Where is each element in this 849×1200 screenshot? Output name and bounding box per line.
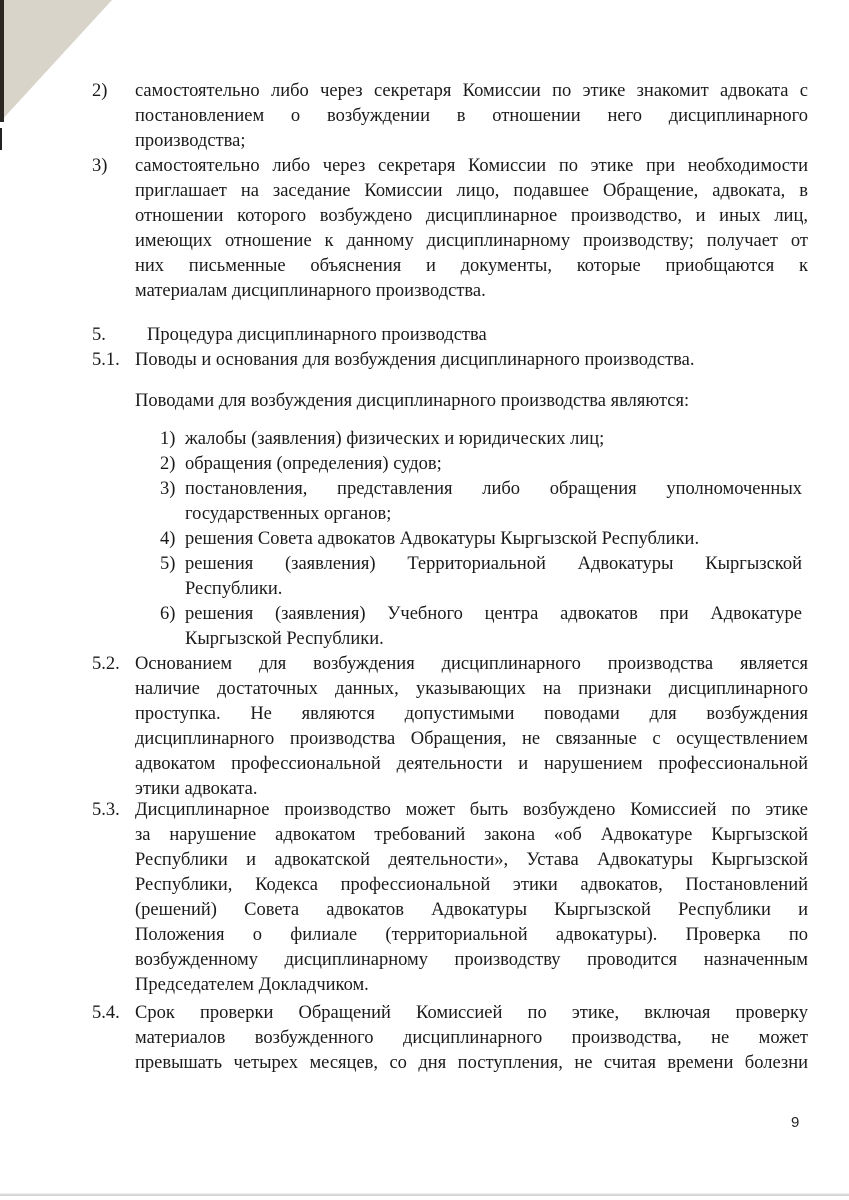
clause-5-3 (135, 798, 808, 998)
scan-bottom-edge (0, 1193, 849, 1196)
item-number: 2) (92, 81, 108, 101)
text-line: материалов возбужденного дисциплинарного производства, не может (135, 1028, 808, 1048)
text-line: жалобы (заявления) физических и юридических лиц; (185, 429, 605, 449)
text-line: постановлением о возбуждении в отношении него дисциплинарного (135, 106, 808, 126)
clause-title: Поводы и основания для возбуждения дисциплинарного производства. (135, 350, 695, 370)
item-number: 2) (160, 454, 176, 474)
text-line: имеющих отношение к данному дисциплинарному производству; получает от (135, 231, 808, 251)
text-line: государственных органов; (185, 504, 392, 524)
clause-number: 5.4. (92, 1003, 120, 1023)
text-line: Срок проверки Обращений Комиссией по этике, включая проверку (135, 1003, 808, 1023)
item-number: 6) (160, 604, 176, 624)
text-line: (решений) Совета адвокатов Адвокатуры Кыргызской Республики и (135, 900, 808, 920)
section-number: 5. (92, 325, 106, 345)
text-line: материалам дисциплинарного производства. (135, 281, 486, 301)
list-item (185, 527, 808, 552)
list-item-2 (135, 79, 808, 154)
list-item (185, 452, 808, 477)
text-line: самостоятельно либо через секретаря Комиссии по этике при необходимости (135, 156, 808, 176)
text-line: Основанием для возбуждения дисциплинарного производства является (135, 654, 808, 674)
text-line: Дисциплинарное производство может быть возбуждено Комиссией по этике (135, 800, 808, 820)
clause-5-4 (135, 1001, 808, 1076)
text-line: производства; (135, 131, 246, 151)
text-line: превышать четырех месяцев, со дня поступления, не считая времени болезни (135, 1053, 808, 1073)
text-line: за нарушение адвокатом требований закона «об Адвокатуре Кыргызской (135, 825, 808, 845)
text-line: Республики. (185, 579, 283, 599)
text-line: них письменные объяснения и документы, которые приобщаются к (135, 256, 808, 276)
text-line: обращения (определения) судов; (185, 454, 442, 474)
text-line: дисциплинарного производства Обращения, не связанные с осуществлением (135, 729, 808, 749)
clause-5-2 (135, 652, 808, 802)
text-line: Кыргызской Республики. (185, 629, 384, 649)
section-title: Процедура дисциплинарного производства (147, 325, 487, 345)
item-number: 1) (160, 429, 176, 449)
item-number: 3) (92, 156, 108, 176)
item-number: 5) (160, 554, 176, 574)
text-line: Председателем Докладчиком. (135, 975, 369, 995)
text-line: решения Совета адвокатов Адвокатуры Кыргызской Республики. (185, 529, 700, 549)
text-line: Республики, Кодекса профессиональной этики адвокатов, Постановлений (135, 875, 808, 895)
list-item (185, 427, 808, 452)
text-line: адвокатом профессиональной деятельности и нарушением профессиональной (135, 754, 808, 774)
text-line: решения (заявления) Территориальной Адвокатуры Кыргызской (185, 554, 802, 574)
clause-number: 5.2. (92, 654, 120, 674)
text-line: постановления, представления либо обращения уполномоченных (185, 479, 802, 499)
clause-intro: Поводами для возбуждения дисциплинарного производства являются: (135, 391, 690, 411)
list-item-3 (135, 154, 808, 304)
clause-number: 5.3. (92, 800, 120, 820)
text-line: Положения о филиале (территориальной адвокатуры). Проверка по (135, 925, 808, 945)
text-line: Республики и адвокатской деятельности», Устава Адвокатуры Кыргызской (135, 850, 808, 870)
text-line: проступка. Не являются допустимыми поводами для возбуждения (135, 704, 808, 724)
item-number: 4) (160, 529, 176, 549)
text-line: наличие достаточных данных, указывающих на признаки дисциплинарного (135, 679, 808, 699)
text-line: приглашает на заседание Комиссии лицо, подавшее Обращение, адвоката, в (135, 181, 808, 201)
text-line: самостоятельно либо через секретаря Комиссии по этике знакомит адвоката с (135, 81, 808, 101)
list-item (185, 477, 802, 527)
item-number: 3) (160, 479, 176, 499)
page-number: 9 (791, 1114, 800, 1131)
clause-number: 5.1. (92, 350, 120, 370)
list-item (185, 602, 802, 652)
list-item (185, 552, 802, 602)
text-line: этики адвоката. (135, 779, 258, 799)
text-line: решения (заявления) Учебного центра адвокатов при Адвокатуре (185, 604, 802, 624)
text-line: возбужденному дисциплинарному производству проводится назначенным (135, 950, 808, 970)
text-line: отношении которого возбуждено дисциплинарное производство, и иных лиц, (135, 206, 808, 226)
